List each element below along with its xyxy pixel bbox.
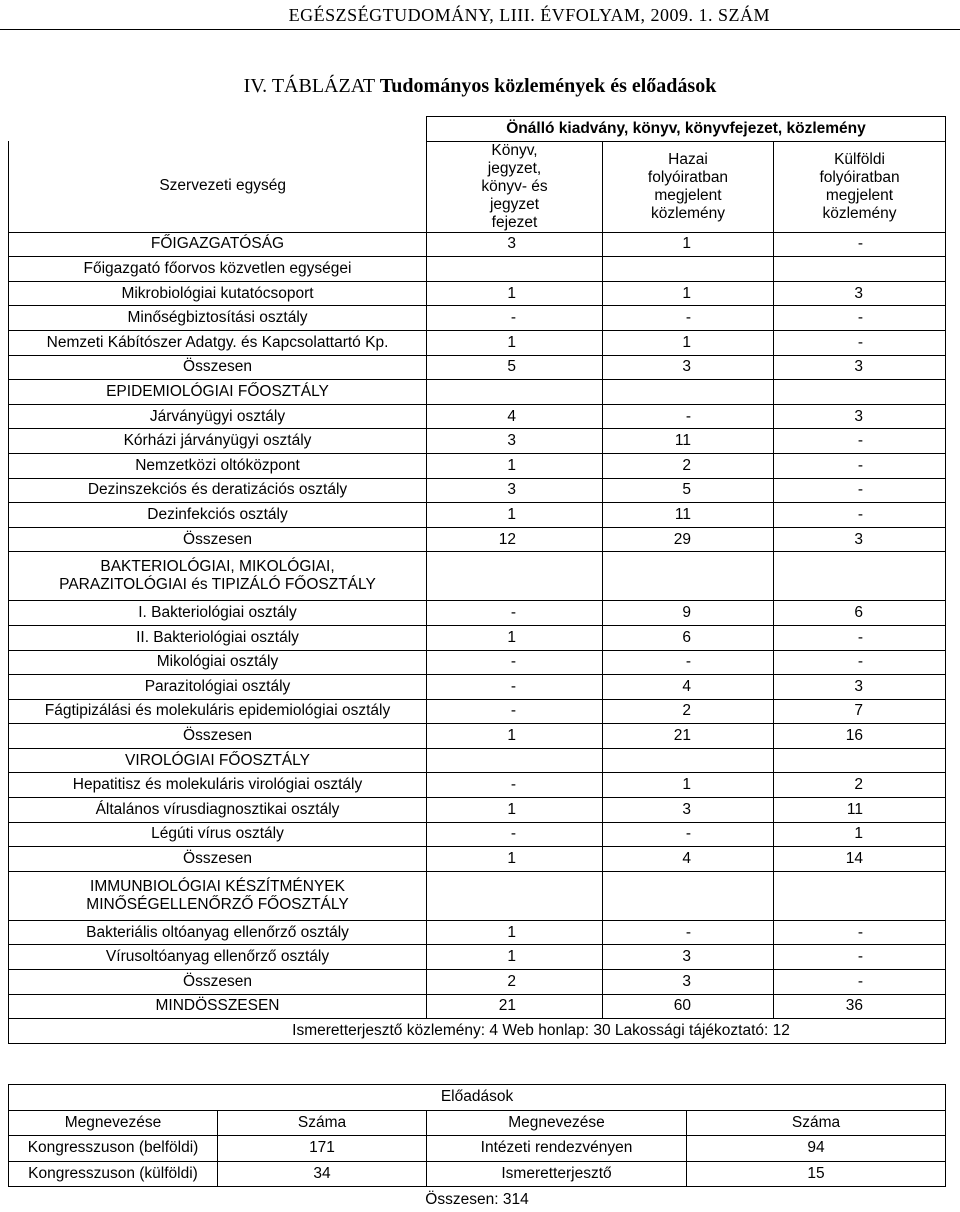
cell-domestic — [603, 871, 774, 920]
cell-unit: IMMUNBIOLÓGIAI KÉSZÍTMÉNYEK MINŐSÉGELLENŐRZŐ FŐOSZTÁLY — [9, 871, 427, 920]
table-row — [9, 429, 946, 454]
cell-unit: Nemzetközi oltóközpont — [9, 453, 427, 478]
cell-book — [427, 380, 603, 405]
table-row — [9, 625, 946, 650]
cell-foreign: 3 — [774, 355, 946, 380]
cell-unit: Összesen — [9, 527, 427, 552]
journal-header-text: EGÉSZSÉGTUDOMÁNY, LIII. ÉVFOLYAM, 2009. 1. SZÁM — [288, 5, 770, 25]
cell-foreign: - — [774, 429, 946, 454]
group-header: Önálló kiadvány, könyv, könyvfejezet, közlemény — [427, 117, 946, 142]
cell-unit: Összesen — [9, 970, 427, 995]
cell-foreign: - — [774, 920, 946, 945]
lectures-row — [9, 1136, 946, 1162]
cell-foreign: - — [774, 970, 946, 995]
cell-domestic: - — [603, 920, 774, 945]
cell-book: 3 — [427, 232, 603, 257]
cell-book: 1 — [427, 847, 603, 872]
cell-domestic: 1 — [603, 330, 774, 355]
table-row — [9, 257, 946, 282]
cell-unit: Minőségbiztosítási osztály — [9, 306, 427, 331]
lectures-header-row-cell: Száma — [218, 1110, 427, 1136]
cell-unit: Nemzeti Kábítószer Adatgy. és Kapcsolattartó Kp. — [9, 330, 427, 355]
table-row — [9, 798, 946, 823]
cell-book: 12 — [427, 527, 603, 552]
cell-unit: Parazitológiai osztály — [9, 675, 427, 700]
cell-foreign: - — [774, 625, 946, 650]
cell-domestic — [603, 257, 774, 282]
table-row — [9, 675, 946, 700]
lectures-row-cell: 34 — [218, 1161, 427, 1187]
lectures-total: Összesen: 314 — [425, 1190, 529, 1208]
cell-book — [427, 748, 603, 773]
cell-domestic: 11 — [603, 503, 774, 528]
table-row — [9, 920, 946, 945]
cell-domestic: 2 — [603, 699, 774, 724]
cell-foreign: - — [774, 945, 946, 970]
cell-unit: Összesen — [9, 724, 427, 749]
cell-foreign: - — [774, 306, 946, 331]
table-row — [9, 330, 946, 355]
cell-unit: I. Bakteriológiai osztály — [9, 601, 427, 626]
cell-book: 5 — [427, 355, 603, 380]
table-row — [9, 699, 946, 724]
table-caption: Tudományos közlemények és előadások — [379, 75, 717, 97]
cell-domestic: 60 — [603, 994, 774, 1019]
lectures-row — [9, 1161, 946, 1187]
lectures-table — [8, 1084, 946, 1212]
cell-book — [427, 871, 603, 920]
col-header-domestic: Hazai folyóiratban megjelent közlemény — [603, 141, 774, 232]
table-row — [9, 871, 946, 920]
cell-unit: Dezinszekciós és deratizációs osztály — [9, 478, 427, 503]
cell-foreign: - — [774, 650, 946, 675]
cell-book: - — [427, 822, 603, 847]
cell-book: 1 — [427, 945, 603, 970]
popular-science-row: Ismeretterjesztő közlemény: 4 Web honlap: 30 Lakossági tájékoztató: 12 — [9, 1019, 946, 1044]
cell-domestic: 3 — [603, 798, 774, 823]
table-row — [9, 748, 946, 773]
table-row — [9, 945, 946, 970]
cell-domestic: 4 — [603, 675, 774, 700]
lectures-row-cell: 94 — [687, 1136, 946, 1162]
blank-corner — [9, 117, 427, 142]
table-row — [9, 994, 946, 1019]
cell-book: 1 — [427, 798, 603, 823]
cell-domestic: 3 — [603, 970, 774, 995]
publications-table — [8, 116, 946, 1044]
cell-unit: Általános vírusdiagnosztikai osztály — [9, 798, 427, 823]
table-row — [9, 822, 946, 847]
cell-foreign: 14 — [774, 847, 946, 872]
lectures-row-cell: Intézeti rendezvényen — [427, 1136, 687, 1162]
cell-domestic: - — [603, 306, 774, 331]
table-row — [9, 650, 946, 675]
cell-domestic: 29 — [603, 527, 774, 552]
cell-book: 3 — [427, 429, 603, 454]
cell-book: - — [427, 699, 603, 724]
cell-foreign: 3 — [774, 404, 946, 429]
cell-domestic: 6 — [603, 625, 774, 650]
cell-unit: Összesen — [9, 847, 427, 872]
lectures-header-row-cell: Megnevezése — [427, 1110, 687, 1136]
cell-foreign — [774, 257, 946, 282]
cell-unit: Mikológiai osztály — [9, 650, 427, 675]
cell-book: - — [427, 650, 603, 675]
cell-domestic: 3 — [603, 355, 774, 380]
cell-foreign: - — [774, 232, 946, 257]
cell-domestic: - — [603, 650, 774, 675]
cell-book: - — [427, 675, 603, 700]
cell-domestic: 2 — [603, 453, 774, 478]
cell-domestic: 5 — [603, 478, 774, 503]
cell-domestic — [603, 552, 774, 601]
cell-book: - — [427, 306, 603, 331]
cell-foreign: 11 — [774, 798, 946, 823]
cell-unit: Fágtipizálási és molekuláris epidemiológiai osztály — [9, 699, 427, 724]
cell-domestic: - — [603, 822, 774, 847]
cell-foreign — [774, 380, 946, 405]
cell-domestic: 9 — [603, 601, 774, 626]
col-header-book: Könyv, jegyzet, könyv- és jegyzet fejezet — [427, 141, 603, 232]
cell-foreign: 16 — [774, 724, 946, 749]
cell-domestic: 21 — [603, 724, 774, 749]
lectures-row-cell: 15 — [687, 1161, 946, 1187]
cell-book: 1 — [427, 724, 603, 749]
table-row — [9, 724, 946, 749]
cell-unit: Összesen — [9, 355, 427, 380]
cell-book: 21 — [427, 994, 603, 1019]
cell-foreign: 3 — [774, 527, 946, 552]
lectures-row-cell: Kongresszuson (külföldi) — [9, 1161, 218, 1187]
table-row — [9, 355, 946, 380]
lectures-header-row — [9, 1110, 946, 1136]
cell-domestic: - — [603, 404, 774, 429]
lectures-row-cell: 171 — [218, 1136, 427, 1162]
cell-book: 1 — [427, 920, 603, 945]
cell-foreign: - — [774, 478, 946, 503]
table-row — [9, 552, 946, 601]
cell-foreign: - — [774, 453, 946, 478]
cell-unit: Kórházi járványügyi osztály — [9, 429, 427, 454]
cell-unit: Mikrobiológiai kutatócsoport — [9, 281, 427, 306]
table-row — [9, 281, 946, 306]
cell-book — [427, 552, 603, 601]
table-row — [9, 380, 946, 405]
cell-unit: EPIDEMIOLÓGIAI FŐOSZTÁLY — [9, 380, 427, 405]
cell-domestic: 11 — [603, 429, 774, 454]
cell-foreign: 2 — [774, 773, 946, 798]
cell-book: - — [427, 773, 603, 798]
journal-header — [0, 5, 960, 30]
cell-foreign: - — [774, 330, 946, 355]
cell-foreign: 6 — [774, 601, 946, 626]
cell-book: 1 — [427, 625, 603, 650]
table-row — [9, 847, 946, 872]
cell-foreign: 3 — [774, 675, 946, 700]
cell-unit: Hepatitisz és molekuláris virológiai osztály — [9, 773, 427, 798]
cell-unit: Dezinfekciós osztály — [9, 503, 427, 528]
cell-domestic: 1 — [603, 773, 774, 798]
cell-book: 1 — [427, 453, 603, 478]
table-row — [9, 478, 946, 503]
cell-foreign — [774, 552, 946, 601]
lectures-row-cell: Ismeretterjesztő — [427, 1161, 687, 1187]
lectures-header-row-cell: Megnevezése — [9, 1110, 218, 1136]
col-header-unit: Szervezeti egység — [9, 141, 427, 232]
cell-unit: FŐIGAZGATÓSÁG — [9, 232, 427, 257]
table-row — [9, 970, 946, 995]
table-title — [0, 75, 960, 98]
lectures-row-cell: Kongresszuson (belföldi) — [9, 1136, 218, 1162]
cell-foreign: - — [774, 503, 946, 528]
cell-unit: MINDÖSSZESEN — [9, 994, 427, 1019]
cell-unit: Vírusoltóanyag ellenőrző osztály — [9, 945, 427, 970]
table-row — [9, 503, 946, 528]
table-row — [9, 453, 946, 478]
cell-book: 2 — [427, 970, 603, 995]
lectures-header-row-cell: Száma — [687, 1110, 946, 1136]
cell-unit: Légúti vírus osztály — [9, 822, 427, 847]
cell-book — [427, 257, 603, 282]
cell-domestic — [603, 380, 774, 405]
cell-unit: Járványügyi osztály — [9, 404, 427, 429]
cell-foreign: 3 — [774, 281, 946, 306]
lectures-title: Előadások — [9, 1085, 946, 1111]
table-row — [9, 601, 946, 626]
table-row — [9, 232, 946, 257]
cell-domestic: 1 — [603, 281, 774, 306]
table-row — [9, 306, 946, 331]
cell-unit: II. Bakteriológiai osztály — [9, 625, 427, 650]
cell-unit: Főigazgató főorvos közvetlen egységei — [9, 257, 427, 282]
cell-unit: Bakteriális oltóanyag ellenőrző osztály — [9, 920, 427, 945]
cell-foreign: 1 — [774, 822, 946, 847]
table-row — [9, 527, 946, 552]
cell-domestic — [603, 748, 774, 773]
col-header-foreign: Külföldi folyóiratban megjelent közlemény — [774, 141, 946, 232]
cell-unit: BAKTERIOLÓGIAI, MIKOLÓGIAI, PARAZITOLÓGIAI és TIPIZÁLÓ FŐOSZTÁLY — [9, 552, 427, 601]
cell-book: 3 — [427, 478, 603, 503]
table-number: IV. TÁBLÁZAT — [243, 75, 375, 97]
cell-unit: VIROLÓGIAI FŐOSZTÁLY — [9, 748, 427, 773]
cell-book: 1 — [427, 281, 603, 306]
cell-foreign — [774, 748, 946, 773]
cell-book: 4 — [427, 404, 603, 429]
table-row — [9, 404, 946, 429]
cell-book: 1 — [427, 330, 603, 355]
cell-book: - — [427, 601, 603, 626]
cell-foreign: 36 — [774, 994, 946, 1019]
cell-domestic: 4 — [603, 847, 774, 872]
cell-foreign: 7 — [774, 699, 946, 724]
cell-foreign — [774, 871, 946, 920]
cell-book: 1 — [427, 503, 603, 528]
cell-domestic: 3 — [603, 945, 774, 970]
cell-domestic: 1 — [603, 232, 774, 257]
table-row — [9, 773, 946, 798]
